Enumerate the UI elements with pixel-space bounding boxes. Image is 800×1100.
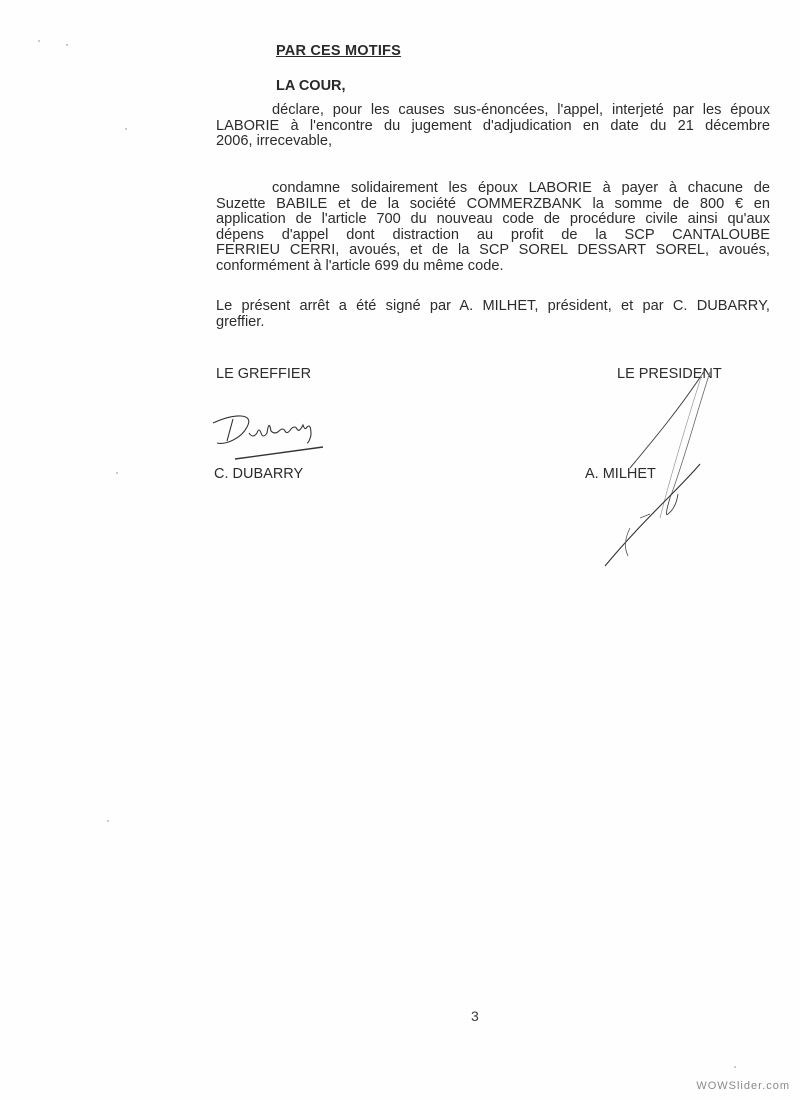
greffier-name: C. DUBARRY — [214, 466, 304, 482]
greffier-signature-icon — [205, 405, 335, 465]
scan-speck — [116, 472, 118, 474]
page-number: 3 — [471, 1008, 479, 1024]
paragraph-line: déclare, pour les causes sus-énoncées, l'appel, interjeté par les époux — [272, 102, 770, 118]
scan-speck — [38, 40, 40, 42]
ruling-paragraph-declaration — [216, 103, 770, 150]
signing-statement — [216, 299, 770, 330]
paragraph-line: 2006, irrecevable, — [216, 133, 333, 150]
court-label: LA COUR, — [276, 78, 346, 94]
ruling-paragraph-condemnation — [216, 181, 770, 275]
scan-speck — [734, 1066, 736, 1068]
scan-speck — [66, 44, 68, 46]
paragraph-line: conformément à l'article 699 du même code. — [216, 257, 504, 274]
paragraph-line: Le présent arrêt a été signé par A. MILHET, président, et par C. DUBARRY, — [216, 298, 770, 314]
paragraph-line: LABORIE à l'encontre du jugement d'adjudication en date du 21 décembre — [216, 117, 770, 134]
paragraph-line: dépens d'appel dont distraction au profit de la SCP CANTALOUBE — [216, 226, 770, 243]
section-heading: PAR CES MOTIFS — [276, 43, 401, 59]
scan-speck — [125, 128, 127, 130]
president-title: LE PRESIDENT — [617, 366, 722, 382]
watermark: WOWSlider.com — [696, 1080, 790, 1092]
paragraph-line: application de l'article 700 du nouveau code de procédure civile ainsi qu'aux — [216, 211, 770, 228]
scan-speck — [107, 820, 109, 822]
paragraph-line: greffier. — [216, 313, 265, 330]
greffier-title: LE GREFFIER — [216, 366, 312, 382]
president-name: A. MILHET — [585, 466, 656, 482]
paragraph-line: Suzette BABILE et de la société COMMERZBANK la somme de 800 € en — [216, 195, 770, 212]
paragraph-line: condamne solidairement les époux LABORIE à payer à chacune de — [272, 180, 770, 196]
paragraph-line: FERRIEU CERRI, avoués, et de la SCP SOREL DESSART SOREL, avoués, — [216, 242, 770, 259]
